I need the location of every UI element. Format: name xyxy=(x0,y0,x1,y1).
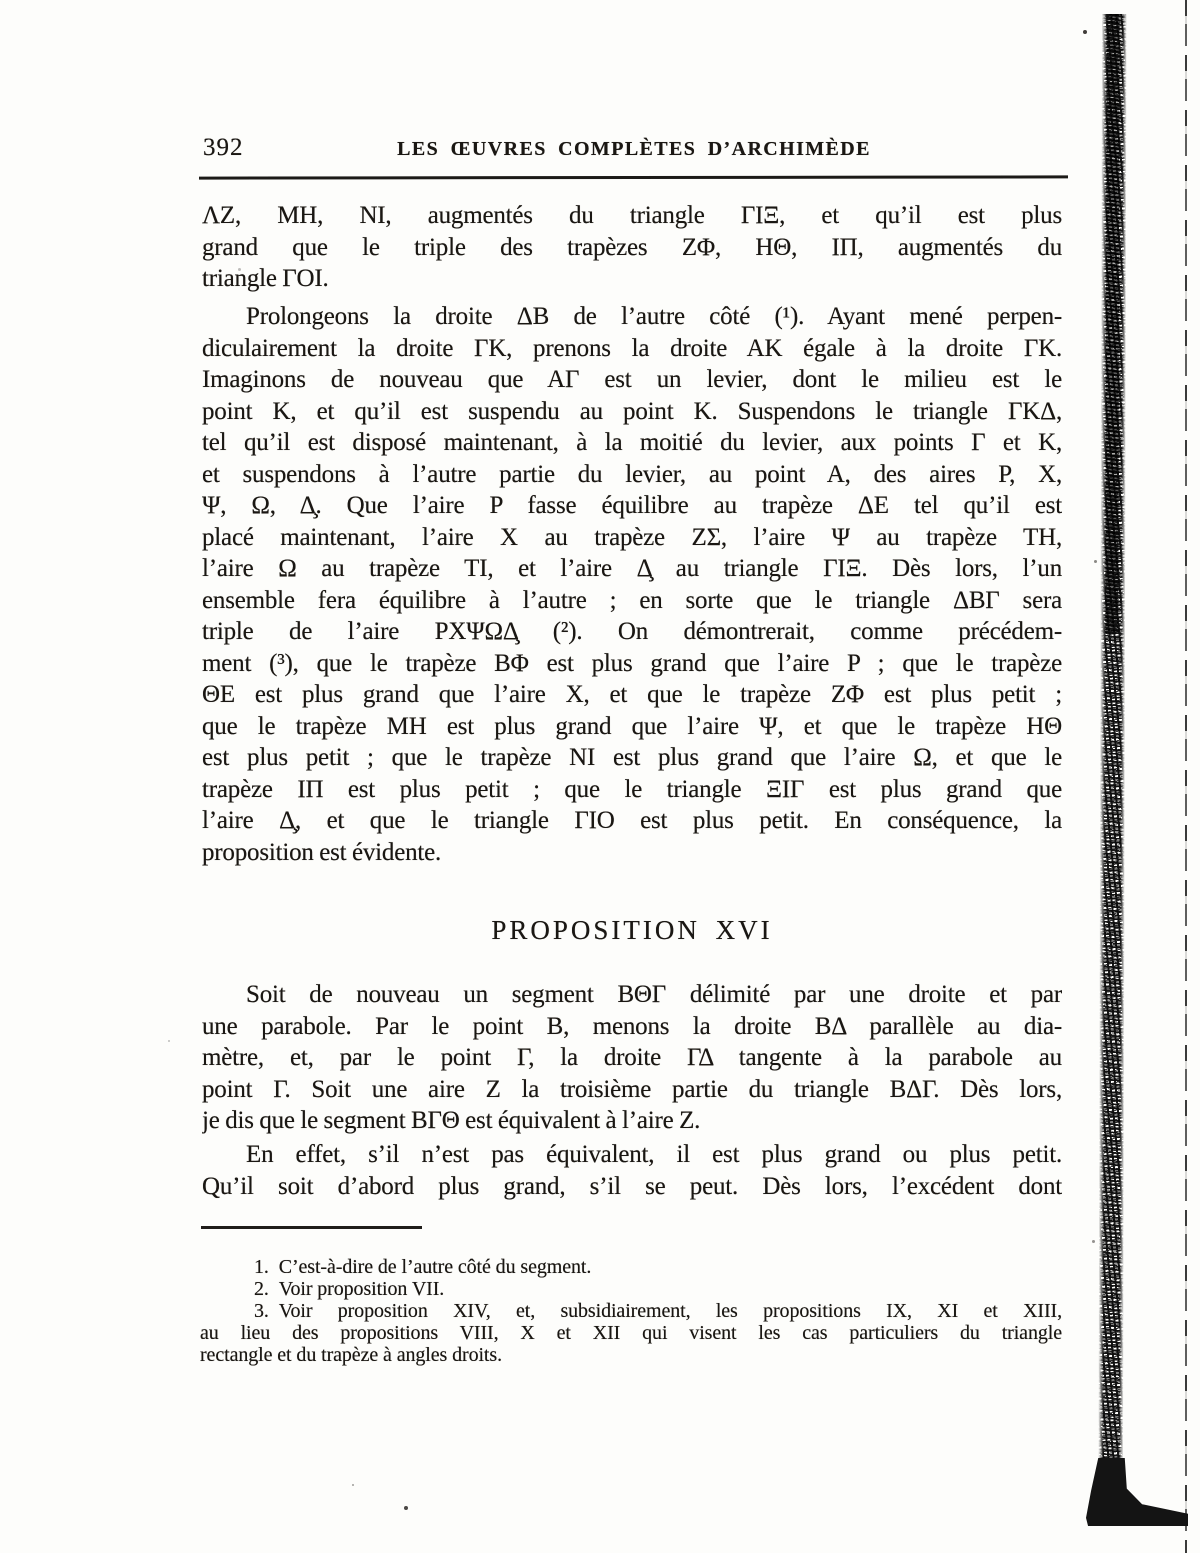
running-title: LES ŒUVRES COMPLÈTES D’ARCHIMÈDE xyxy=(397,138,871,160)
text-line: rectangle et du trapèze à angles droits. xyxy=(200,1344,502,1366)
section-heading: PROPOSITION XVI xyxy=(491,915,773,945)
text-line: et suspendons à l’autre partie du levier, au point A, des aires P, X, xyxy=(202,460,1062,488)
text-line: Ψ, Ω, Δ̧. Que l’aire P fasse équilibre au trapèze ΔE tel qu’il est xyxy=(202,492,1062,519)
text-line: une parabole. Par le point B, menons la droite BΔ parallèle au dia- xyxy=(202,1012,1062,1040)
text-line: est plus petit ; que le trapèze NI est plus grand que l’aire Ω, et que le xyxy=(202,744,1062,771)
text-line: triangle ΓOI. xyxy=(202,265,329,292)
paragraph-continuation xyxy=(202,200,1062,295)
text-line: 2. Voir proposition VII. xyxy=(254,1278,445,1300)
scan-speck xyxy=(1094,560,1097,563)
paragraph-proposition-statement xyxy=(202,979,1062,1137)
text-line: Soit de nouveau un segment BΘΓ délimité par une droite et par xyxy=(246,981,1062,1008)
scan-speck xyxy=(352,1484,354,1486)
text-line: l’aire Ω au trapèze TI, et l’aire Δ̧ au triangle ΓΙΞ. Dès lors, l’un xyxy=(202,555,1062,582)
text-line: ensemble fera équilibre à l’autre ; en sorte que le triangle ΔBΓ sera xyxy=(202,586,1062,614)
text-line: Qu’il soit d’abord plus grand, s’il se peut. Dès lors, l’excédent dont xyxy=(202,1172,1062,1200)
text-line: point Γ. Soit une aire Z la troisième partie du triangle BΔΓ. Dès lors, xyxy=(202,1075,1062,1103)
scan-speck xyxy=(404,1506,408,1510)
text-line: En effet, s’il n’est pas équivalent, il est plus grand ou plus petit. xyxy=(246,1141,1062,1168)
scan-speck xyxy=(1092,1240,1095,1243)
scan-gutter-shadow-core xyxy=(1105,14,1119,634)
text-line: ΘE est plus grand que l’aire X, et que le trapèze ZΦ est plus petit ; xyxy=(202,681,1062,708)
footnote-separator-rule xyxy=(201,1226,422,1229)
text-line: proposition est évidente. xyxy=(202,838,442,866)
text-line: trapèze ΙΠ est plus petit ; que le triangle ΞΙΓ est plus grand que xyxy=(202,775,1062,803)
text-line: que le trapèze MH est plus grand que l’aire Ψ, et que le trapèze HΘ xyxy=(202,712,1062,740)
text-line: au lieu des propositions VIII, X et XII qui visent les cas particuliers du triangle xyxy=(200,1322,1062,1344)
text-line: tel qu’il est disposé maintenant, à la moitié du levier, aux points Γ et K, xyxy=(202,429,1062,456)
text-line: 1. C’est-à-dire de l’autre côté du segment. xyxy=(254,1256,592,1278)
text-line: ΛZ, MH, NI, augmentés du triangle ΓΙΞ, et qu’il est plus xyxy=(202,202,1062,229)
paragraph-proof-opening xyxy=(202,1139,1062,1202)
text-line: mètre, et, par le point Γ, la droite ΓΔ tangente à la parabole au xyxy=(202,1044,1062,1071)
text-line: Prolongeons la droite ΔB de l’autre côté (¹). Ayant mené perpen- xyxy=(246,303,1062,330)
text-line: l’aire Δ̧, et que le triangle ΓΙΟ est plus petit. En conséquence, la xyxy=(202,807,1062,834)
scan-speck xyxy=(1083,30,1087,34)
text-line: ment (³), que le trapèze BΦ est plus grand que l’aire P ; que le trapèze xyxy=(202,649,1062,677)
text-line: je dis que le segment BΓΘ est équivalent à l’aire Z. xyxy=(202,1107,701,1134)
footnote-2 xyxy=(200,1278,1062,1300)
paragraph-lever-argument xyxy=(202,301,1062,868)
footnotes-block xyxy=(200,1256,1062,1366)
scan-speck xyxy=(168,1040,170,1042)
scan-speck xyxy=(238,268,241,271)
text-line: point K, et qu’il est suspendu au point K. Suspendons le triangle ΓKΔ, xyxy=(202,397,1062,425)
header-rule xyxy=(199,175,1068,179)
text-line: triple de l’aire PXΨΩΔ̧ (²). On démontrerait, comme précédem- xyxy=(202,618,1062,645)
text-line: grand que le triple des trapèzes ZΦ, HΘ, ΙΠ, augmentés du xyxy=(202,233,1062,261)
footnote-3 xyxy=(200,1300,1062,1366)
text-line: placé maintenant, l’aire X au trapèze ZΣ, l’aire Ψ au trapèze TH, xyxy=(202,523,1062,551)
page-number: 392 xyxy=(203,134,244,161)
text-line: 3. Voir proposition XIV, et, subsidiairement, les propositions IX, XI et XIII, xyxy=(254,1300,1062,1322)
footnote-1 xyxy=(200,1256,1062,1278)
scan-page-edge-line xyxy=(1185,0,1187,1553)
scan-corner-blot xyxy=(1086,1458,1188,1526)
text-line: diculairement la droite ΓK, prenons la droite AK égale à la droite ΓK. xyxy=(202,334,1062,362)
text-line: Imaginons de nouveau que AΓ est un levier, dont le milieu est le xyxy=(202,366,1062,393)
